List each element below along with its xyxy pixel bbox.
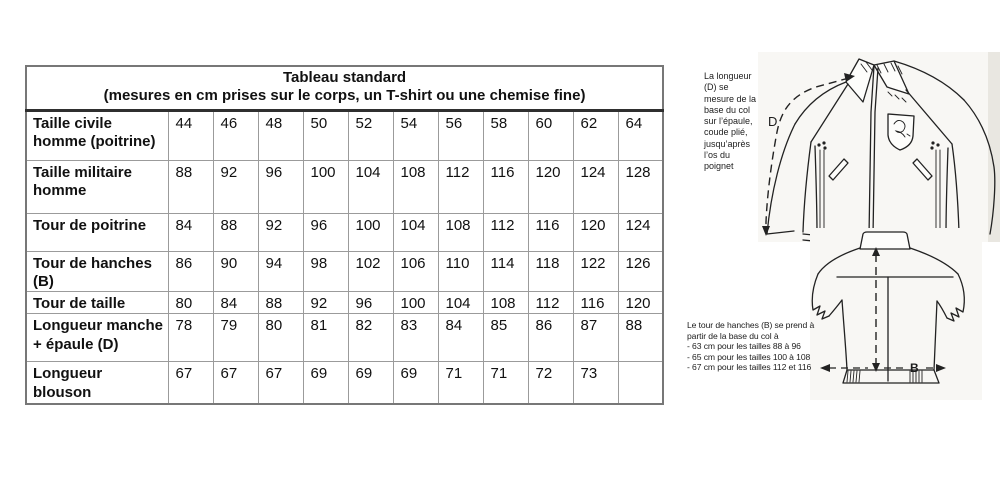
annotation-line: poignet [704,161,734,172]
value-cell: 106 [393,251,438,292]
left-seam-detail [823,146,826,149]
value-cell: 96 [348,292,393,314]
value-cell [618,362,663,404]
annotation-line: base du col [704,104,751,115]
value-cell: 80 [258,314,303,362]
value-cell: 71 [438,362,483,404]
row-label: Tour de hanches (B) [26,251,168,292]
value-cell: 124 [573,160,618,213]
value-cell: 88 [213,213,258,251]
value-cell: 94 [258,251,303,292]
value-cell: 92 [213,160,258,213]
annotation-line: - 63 cm pour les tailles 88 à 96 [687,341,801,352]
left-seam-detail [822,141,825,144]
right-seam-detail [930,146,933,149]
size-chart-table [25,65,664,405]
annotation-line: La longueur [704,71,752,81]
table-row [26,160,663,213]
table-row [26,292,663,314]
value-cell: 120 [528,160,573,213]
value-cell: 92 [258,213,303,251]
value-cell: 69 [303,362,348,404]
value-cell: 85 [483,314,528,362]
value-cell: 84 [168,213,213,251]
value-cell: 96 [303,213,348,251]
value-cell: 72 [528,362,573,404]
measure-b-label: B [910,361,919,375]
value-cell: 110 [438,251,483,292]
value-cell: 81 [303,314,348,362]
table-row [26,110,663,160]
table-row [26,213,663,251]
value-cell: 58 [483,110,528,160]
value-cell: 83 [393,314,438,362]
value-cell: 88 [258,292,303,314]
value-cell: 87 [573,314,618,362]
annotation-line: coude plié, [704,127,748,138]
back-collar [860,232,910,249]
value-cell: 108 [483,292,528,314]
value-cell: 118 [528,251,573,292]
table-row [26,251,663,292]
value-cell: 64 [618,110,663,160]
value-cell: 46 [213,110,258,160]
value-cell: 54 [393,110,438,160]
value-cell: 78 [168,314,213,362]
value-cell: 100 [303,160,348,213]
value-cell: 104 [438,292,483,314]
measure-d-label: D [768,114,778,129]
value-cell: 124 [618,213,663,251]
value-cell: 80 [168,292,213,314]
value-cell: 67 [168,362,213,404]
value-cell: 102 [348,251,393,292]
value-cell: 100 [348,213,393,251]
left-seam-detail [817,143,820,146]
value-cell: 48 [258,110,303,160]
value-cell: 62 [573,110,618,160]
value-cell: 96 [258,160,303,213]
value-cell: 98 [303,251,348,292]
value-cell: 67 [258,362,303,404]
paper-background [810,228,982,400]
annotation-line: partir de la base du col à [687,330,779,341]
value-cell: 116 [573,292,618,314]
annotation-line: Le tour de hanches (B) se prend à [687,320,815,330]
value-cell: 44 [168,110,213,160]
annotation-line: - 65 cm pour les tailles 100 à 108 [687,351,811,362]
annotation-line: l’os du [704,150,731,161]
jacket-front-diagram [758,52,1000,242]
value-cell: 114 [483,251,528,292]
value-cell: 82 [348,314,393,362]
row-label: Tour de taille [26,292,168,314]
value-cell: 108 [438,213,483,251]
value-cell: 50 [303,110,348,160]
value-cell: 112 [528,292,573,314]
value-cell: 120 [618,292,663,314]
table-row [26,362,663,404]
value-cell: 56 [438,110,483,160]
row-label: Taille civile homme (poitrine) [26,110,168,160]
value-cell: 104 [348,160,393,213]
value-cell: 88 [618,314,663,362]
value-cell: 86 [168,251,213,292]
annotation-line: sur l’épaule, [704,116,753,127]
annotation-line: mesure de la [704,93,757,104]
value-cell: 120 [573,213,618,251]
value-cell: 116 [528,213,573,251]
value-cell: 126 [618,251,663,292]
value-cell: 100 [393,292,438,314]
value-cell: 128 [618,160,663,213]
annotation-line: - 67 cm pour les tailles 112 et 116 [687,362,812,373]
table-header-cell [26,66,663,110]
right-seam-detail [936,143,939,146]
length-d-note [704,71,764,173]
value-cell: 69 [393,362,438,404]
value-cell: 112 [483,213,528,251]
value-cell: 112 [438,160,483,213]
row-label: Taille militaire homme [26,160,168,213]
value-cell: 88 [168,160,213,213]
value-cell: 108 [393,160,438,213]
value-cell: 84 [213,292,258,314]
value-cell: 86 [528,314,573,362]
table-row [26,314,663,362]
value-cell: 116 [483,160,528,213]
jacket-back-diagram [810,228,982,400]
row-label: Longueur manche + épaule (D) [26,314,168,362]
value-cell: 90 [213,251,258,292]
value-cell: 71 [483,362,528,404]
paper-background [758,52,1000,242]
value-cell: 104 [393,213,438,251]
value-cell: 67 [213,362,258,404]
value-cell: 73 [573,362,618,404]
table-subtitle: (mesures en cm prises sur le corps, un T-shirt ou une chemise fine) [103,87,586,105]
annotation-line: jusqu’après [704,138,751,149]
row-label: Tour de poitrine [26,213,168,251]
right-seam-detail [931,141,934,144]
value-cell: 52 [348,110,393,160]
table-title: Tableau standard [282,69,407,86]
value-cell: 79 [213,314,258,362]
row-label: Longueur blouson [26,362,168,404]
value-cell: 60 [528,110,573,160]
value-cell: 69 [348,362,393,404]
table-header-row [26,66,663,110]
value-cell: 92 [303,292,348,314]
value-cell: 84 [438,314,483,362]
hips-b-note [687,320,817,373]
value-cell: 122 [573,251,618,292]
annotation-line: (D) se [704,82,729,93]
